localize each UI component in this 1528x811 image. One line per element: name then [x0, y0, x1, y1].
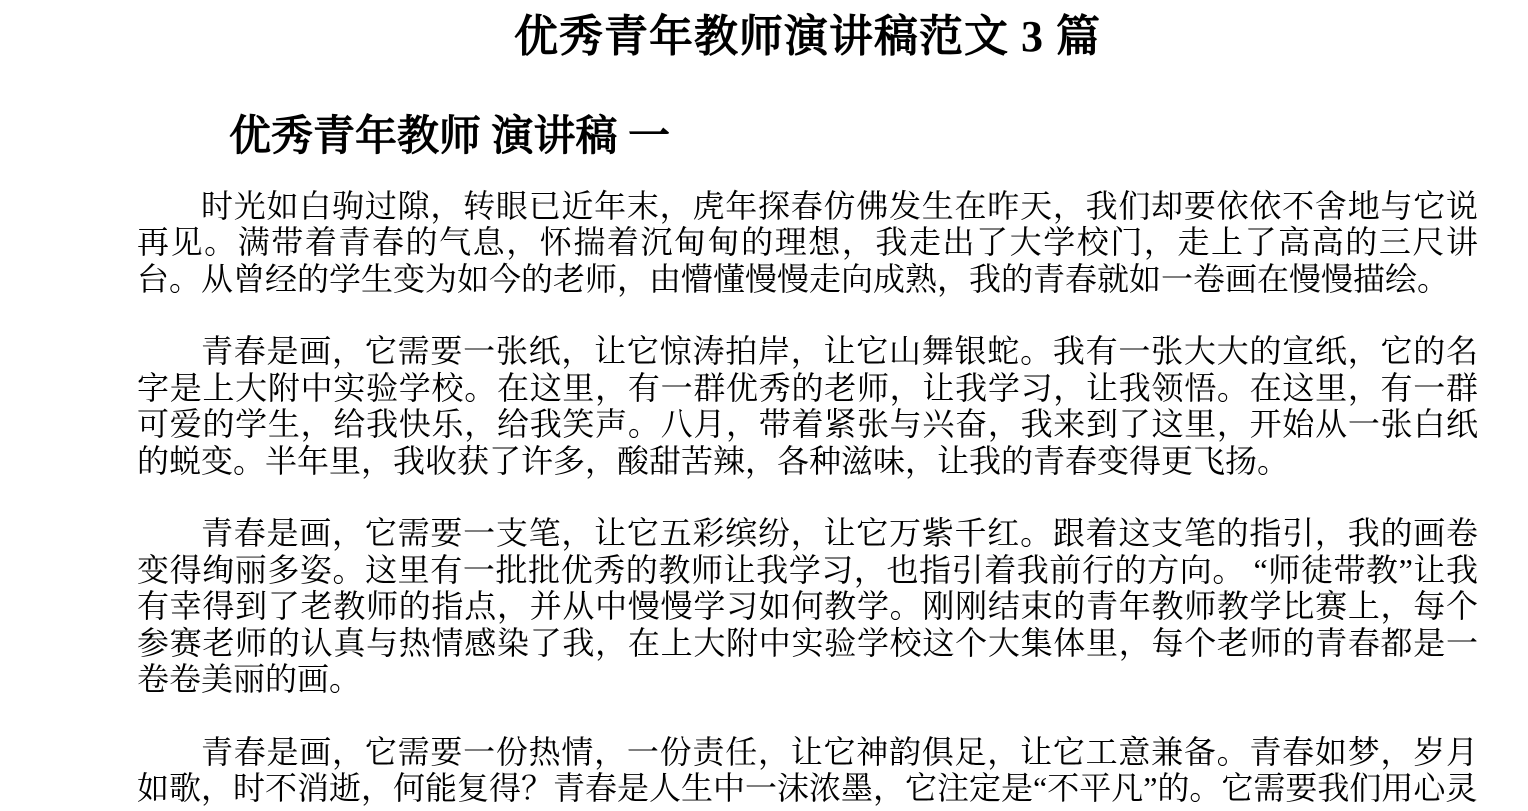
page-title: 优秀青年教师演讲稿范文 3 篇 [514, 12, 1101, 61]
document-page [0, 12, 1528, 811]
paragraph-2: 青春是画，它需要一张纸，让它惊涛拍岸，让它山舞银蛇。我有一张大大的宣纸，它的名字是上大附中实验学校。在这里，有一群优秀的老师，让我学习，让我领悟。在这里，有一群可爱的学生，给我快乐，给我笑声。八月，带着紧张与兴奋，我来到了这里，开始从一张白纸的蜕变。半年里，我收获了许多，酸甜苦辣，各种滋味，让我的青春变得更飞扬。 [137, 333, 1478, 479]
document-body [137, 188, 1478, 807]
paragraph-4: 青春是画，它需要一份热情，一份责任，让它神韵俱足，让它工意兼备。青春如梦，岁月如歌，时不消逝，何能复得？青春是人生中一沫浓墨，它注定是“不平凡”的。它需要我们用心灵 [137, 733, 1478, 807]
section-heading: 优秀青年教师 演讲稿 一 [229, 113, 671, 160]
paragraph-1: 时光如白驹过隙，转眼已近年末，虎年探春仿佛发生在昨天，我们却要依依不舍地与它说再见。满带着青春的气息，怀揣着沉甸甸的理想，我走出了大学校门，走上了高高的三尺讲台。从曾经的学生变为如今的老师，由懵懂慢慢走向成熟，我的青春就如一卷画在慢慢描绘。 [137, 187, 1478, 297]
paragraph-3: 青春是画，它需要一支笔，让它五彩缤纷，让它万紫千红。跟着这支笔的指引，我的画卷变得绚丽多姿。这里有一批批优秀的教师让我学习，也指引着我前行的方向。 “师徒带教”让我有幸得到了老教师的指点，并从中慢慢学习如何教学。刚刚结束的青年教师教学比赛上，每个参赛老师的认真与热情感染了我，在上大附中实验学校这个大集体里，每个老师的青春都是一卷卷美丽的画。 [137, 515, 1478, 698]
